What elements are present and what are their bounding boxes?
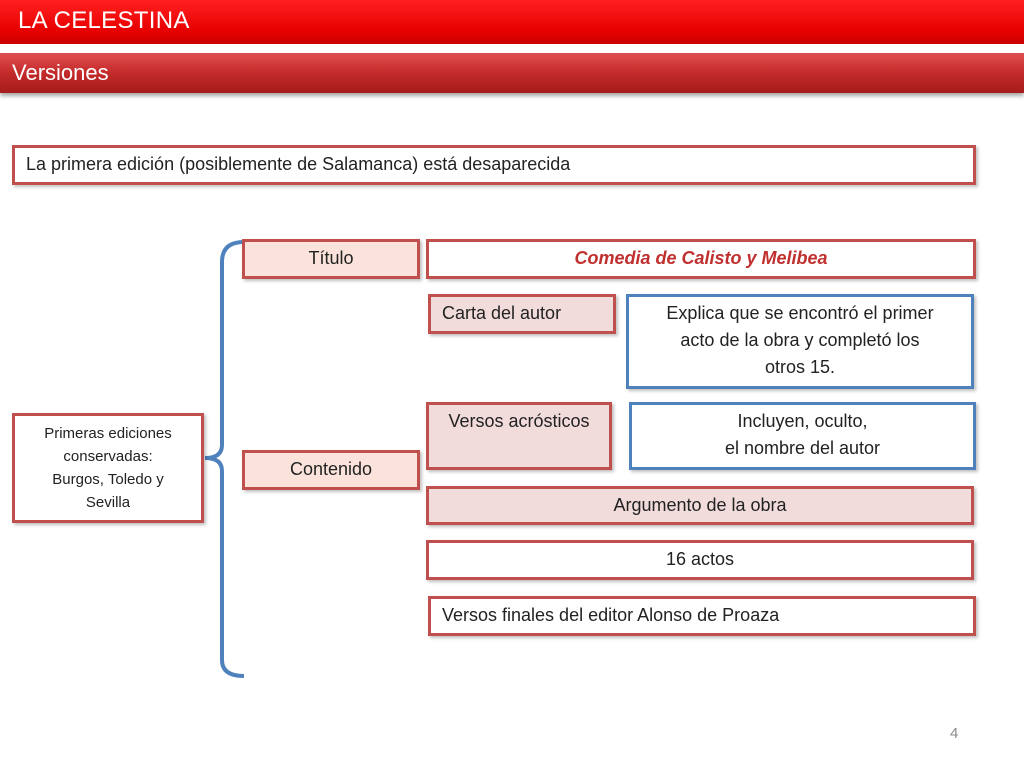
versos-label: Versos acrósticos (448, 411, 590, 431)
versos-label-box (426, 402, 612, 470)
carta-desc-line-3: otros 15. (764, 357, 836, 377)
versos-desc-line-1: Incluyen, oculto, (737, 411, 868, 431)
actos-box (426, 540, 974, 580)
editions-box (12, 413, 204, 523)
section-title: Versiones (12, 60, 109, 85)
versos-finales-text: Versos finales del editor Alonso de Proaza (442, 605, 780, 625)
versos-desc-line-2: el nombre del autor (724, 438, 881, 458)
titulo-label-box (242, 239, 420, 279)
argumento-box (426, 486, 974, 525)
carta-desc-line-2: acto de la obra y completó los (680, 330, 920, 350)
carta-label-box (428, 294, 616, 334)
page-number: 4 (950, 725, 959, 742)
versos-desc-box (629, 402, 976, 470)
versos-finales-box (428, 596, 976, 636)
contenido-label: Contenido (289, 459, 373, 479)
editions-line-2: conservadas: (63, 448, 153, 465)
carta-desc-box (626, 294, 974, 389)
intro-text: La primera edición (posiblemente de Salamanca) está desaparecida (26, 154, 571, 174)
carta-desc-line-1: Explica que se encontró el primer (666, 303, 934, 323)
titulo-label: Título (308, 248, 354, 268)
editions-line-4: Sevilla (85, 494, 131, 511)
titulo-value-box (426, 239, 976, 279)
carta-label: Carta del autor (442, 303, 562, 323)
actos-text: 16 actos (665, 549, 735, 569)
editions-line-1: Primeras ediciones (44, 425, 172, 442)
presentation-title: LA CELESTINA (18, 7, 190, 34)
brace-shape (205, 242, 244, 676)
contenido-label-box (242, 450, 420, 490)
titulo-value: Comedia de Calisto y Melibea (574, 248, 828, 268)
editions-line-3: Burgos, Toledo y (52, 471, 164, 488)
argumento-text: Argumento de la obra (613, 495, 787, 515)
